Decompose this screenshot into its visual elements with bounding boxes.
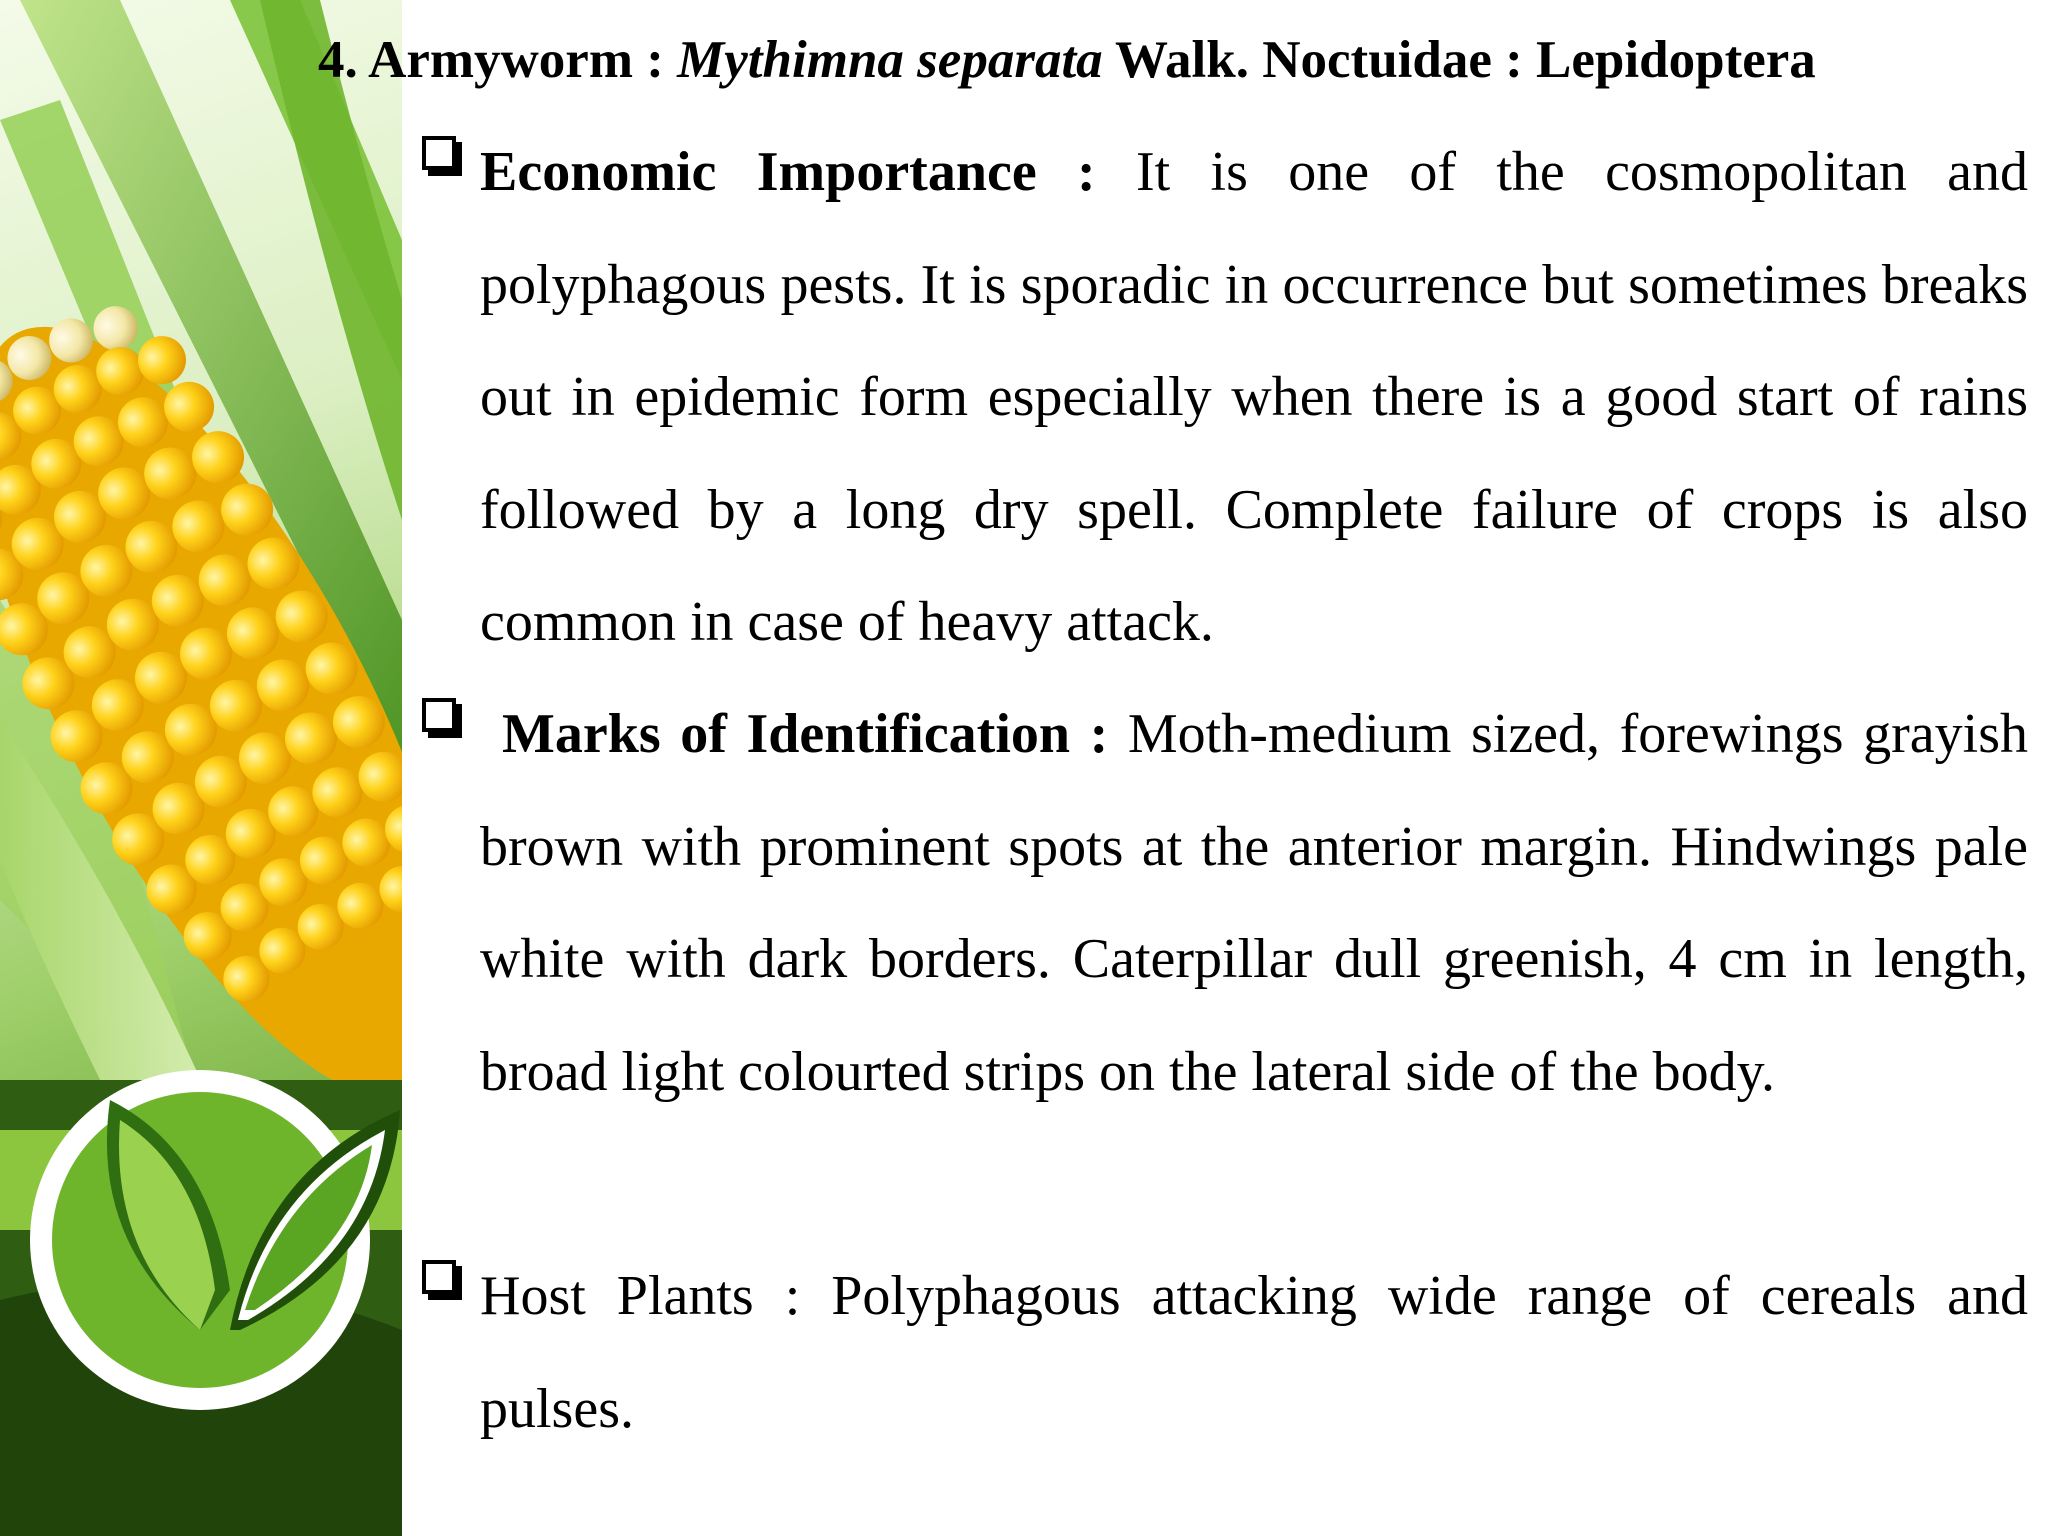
bullet-paragraph bbox=[480, 116, 2028, 679]
slide-title bbox=[318, 28, 2018, 92]
checkbox-bullet-icon bbox=[422, 698, 456, 732]
checkbox-bullet-icon bbox=[422, 1260, 456, 1294]
bullet-paragraph bbox=[480, 1240, 2028, 1465]
bullet-host-plants bbox=[422, 1240, 2028, 1465]
bullet-heading: Marks of Identification : bbox=[502, 703, 1109, 765]
bullet-paragraph bbox=[480, 678, 2028, 1128]
title-scientific-name: Mythimna separata bbox=[677, 31, 1103, 89]
bullet-text: It is one of the cosmopolitan and polyphagous pests. It is sporadic in occurrence but sometimes breaks out in epidemic form especially when there is a good start of rains followed by a long dry spell. Complete failure of crops is also common in case of heavy attack. bbox=[480, 141, 2028, 653]
checkbox-bullet-icon bbox=[422, 136, 456, 170]
corn-decoration-panel bbox=[0, 0, 402, 1536]
title-taxonomy: Walk. Noctuidae : Lepidoptera bbox=[1114, 31, 1816, 89]
title-separator: : bbox=[646, 31, 664, 89]
title-number: 4. bbox=[318, 31, 358, 89]
corn-illustration bbox=[0, 0, 402, 1536]
bullet-text: Moth-medium sized, forewings grayish brown with prominent spots at the anterior margin. Hindwings pale white with dark borders. Caterpillar dull greenish, 4 cm in length, broad light colourted strips on the lateral side of the body. bbox=[480, 703, 2029, 1103]
title-common-name: Armyworm bbox=[368, 31, 633, 89]
bullet-heading: Economic Importance : bbox=[480, 141, 1096, 203]
bullet-marks-of-identification bbox=[422, 678, 2028, 1128]
bullet-text: Host Plants : Polyphagous attacking wide range of cereals and pulses. bbox=[480, 1265, 2028, 1440]
bullet-economic-importance bbox=[422, 116, 2028, 679]
